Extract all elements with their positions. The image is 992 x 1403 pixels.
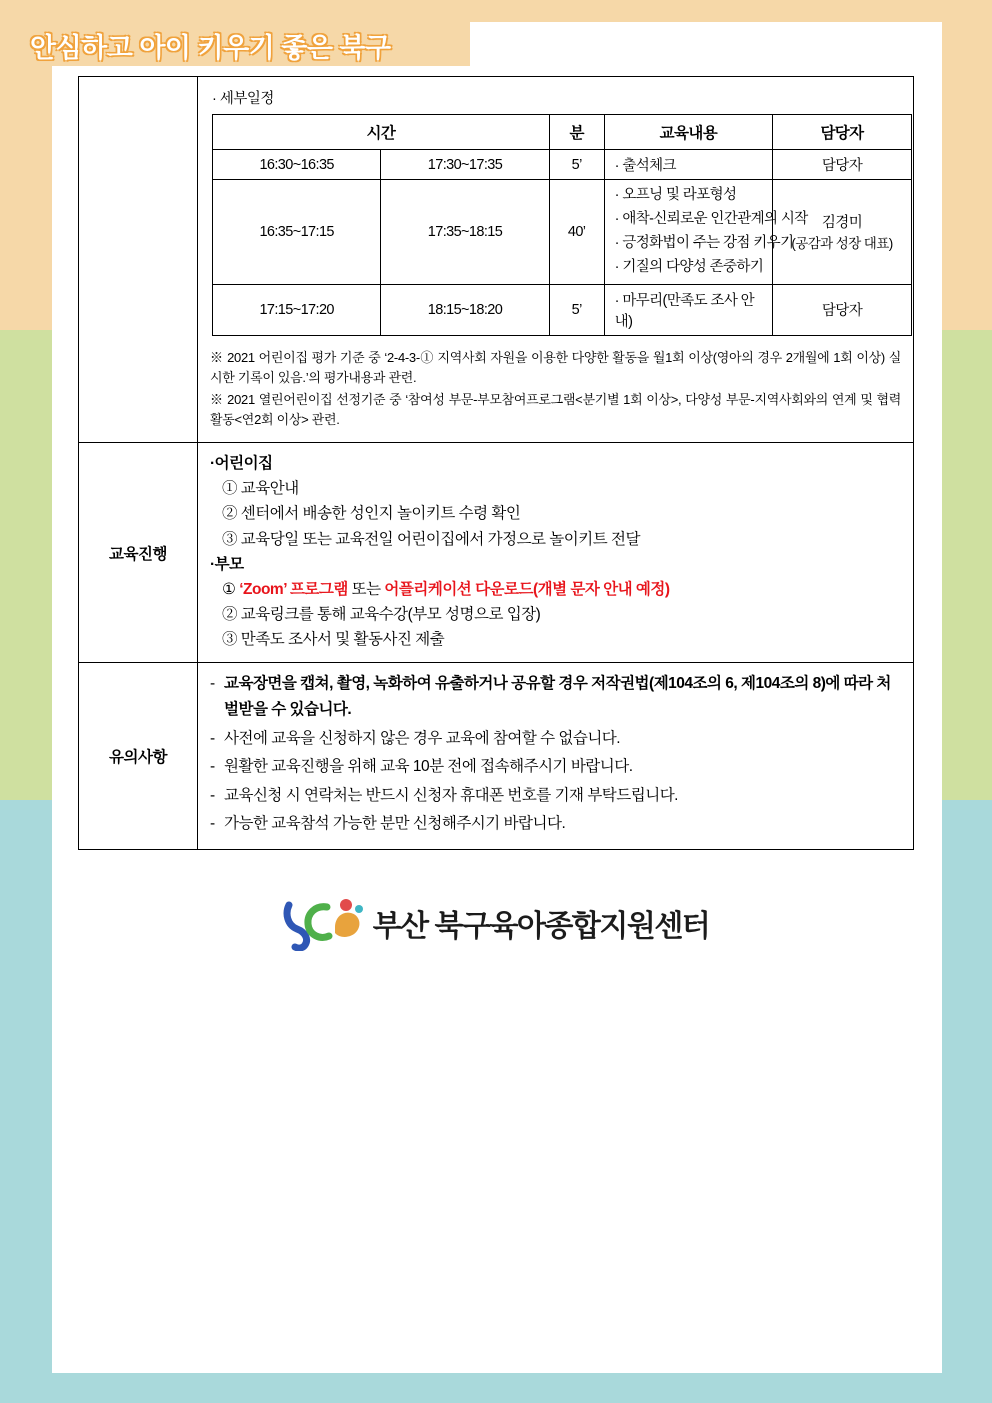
cell-time-a: 16:35~17:15 <box>213 180 381 285</box>
cell-content: · 출석체크 <box>604 150 772 180</box>
document-table <box>78 76 914 850</box>
table-row <box>79 77 914 443</box>
item-conjunction: 또는 <box>347 580 385 598</box>
cell-person: 담당자 <box>773 150 912 180</box>
bullet-dash: - <box>210 786 215 804</box>
row-label-caution: 유의사항 <box>79 663 198 850</box>
main-content <box>78 76 914 850</box>
table-row <box>213 180 912 285</box>
organization-name: 부산 북구육아종합지원센터 <box>372 910 710 943</box>
process-item: ② 센터에서 배송한 성인지 놀이키트 수령 확인 <box>222 505 521 523</box>
table-row <box>79 443 914 663</box>
caution-item <box>208 783 903 809</box>
cell-minutes: 40’ <box>549 180 604 285</box>
process-group-daycare: ·어린이집 <box>210 455 273 473</box>
table-row <box>213 150 912 180</box>
col-header-time: 시간 <box>213 115 550 150</box>
band-right-bottom <box>942 800 992 1403</box>
col-header-content: 교육내용 <box>604 115 772 150</box>
process-item: ① 교육안내 <box>222 480 299 498</box>
content-line: · 애착-신뢰로운 인간관계의 시작 <box>614 210 808 227</box>
band-right-mid <box>942 330 992 800</box>
row-label-process: 교육진행 <box>79 443 198 663</box>
process-item-zoom <box>208 577 903 602</box>
schedule-header-row <box>213 115 912 150</box>
caution-item <box>208 811 903 837</box>
center-logo-icon <box>283 895 369 951</box>
process-item: ② 교육링크를 통해 교육수강(부모 성명으로 입장) <box>222 605 541 623</box>
table-row <box>79 663 914 850</box>
app-download-text: 어플리케이션 다운로드(개별 문자 안내 예정) <box>384 580 670 598</box>
content-line: · 긍정화법이 주는 강점 키우기 <box>614 234 794 251</box>
caution-text: 교육장면을 캡쳐, 촬영, 녹화하여 유출하거나 공유할 경우 저작권법(제104조의 6, 제104조의 8)에 따라 처벌받을 수 있습니다. <box>224 675 891 719</box>
caution-item <box>208 726 903 752</box>
caution-text: 교육신청 시 연락처는 반드시 신청자 휴대폰 번호를 기재 부탁드립니다. <box>224 786 678 804</box>
item-marker: ① <box>222 580 240 598</box>
cell-content: · 마무리(만족도 조사 안내) <box>604 284 772 335</box>
band-right-top <box>942 0 992 330</box>
caution-text: 가능한 교육참석 가능한 분만 신청해주시기 바랍니다. <box>224 814 566 832</box>
note-item: ※ 2021 어린이집 평가 기준 중 ‘2-4-3-① 지역사회 자원을 이용한 다양한 활동을 월1회 이상(영아의 경우 2개월에 1회 이상) 실시한 기록이 있음.’의 평가내용과 관련. <box>210 349 901 385</box>
bullet-dash: - <box>210 675 215 693</box>
bullet-dash: - <box>210 814 215 832</box>
bullet-dash: - <box>210 729 215 747</box>
col-header-person: 담당자 <box>773 115 912 150</box>
band-left-bottom <box>0 800 52 1403</box>
page-title: 안심하고 아이 키우기 좋은 북구 <box>30 33 391 63</box>
process-cell <box>198 443 914 663</box>
content-line: · 오프닝 및 라포형성 <box>614 187 737 203</box>
cell-time-a: 16:30~16:35 <box>213 150 381 180</box>
cell-time-b: 18:15~18:20 <box>381 284 549 335</box>
cell-time-b: 17:35~18:15 <box>381 180 549 285</box>
band-bottom <box>0 1373 992 1403</box>
cell-time-b: 17:30~17:35 <box>381 150 549 180</box>
person-name: 김경미 <box>821 215 863 232</box>
process-list <box>208 451 903 652</box>
caution-item <box>208 671 903 724</box>
process-group-parent: ·부모 <box>210 555 244 573</box>
caution-list <box>208 671 903 837</box>
note-item: ※ 2021 열린어린이집 선정기준 중 ‘참여성 부문-부모참여프로그램<분기별 1회 이상>, 다양성 부문-지역사회와의 연계 및 협력활동<연2회 이상> 관련. <box>210 391 901 428</box>
footer-logo-block <box>78 895 914 951</box>
schedule-cell <box>198 77 914 443</box>
caution-item <box>208 754 903 780</box>
schedule-notes <box>210 348 901 431</box>
table-row <box>213 284 912 335</box>
cell-content <box>604 180 808 285</box>
cell-time-a: 17:15~17:20 <box>213 284 381 335</box>
cell-minutes: 5’ <box>549 284 604 335</box>
schedule-section-label: · 세부일정 <box>212 91 274 107</box>
content-line: · 기질의 다양성 존중하기 <box>614 258 764 275</box>
cell-person: 담당자 <box>773 284 912 335</box>
caution-cell <box>198 663 914 850</box>
person-affiliation: (공감과 성장 대표) <box>791 236 893 252</box>
zoom-program-text: ‘Zoom’ 프로그램 <box>239 580 348 598</box>
col-header-minutes: 분 <box>549 115 604 150</box>
bullet-dash: - <box>210 758 215 776</box>
band-left-mid <box>0 330 52 800</box>
process-item: ③ 만족도 조사서 및 활동사진 제출 <box>222 631 445 649</box>
row-label-empty <box>79 77 198 443</box>
cell-minutes: 5’ <box>549 150 604 180</box>
schedule-table <box>212 114 912 336</box>
caution-text: 원활한 교육진행을 위해 교육 10분 전에 접속해주시기 바랍니다. <box>224 758 633 776</box>
cell-person <box>773 180 912 285</box>
caution-text: 사전에 교육을 신청하지 않은 경우 교육에 참여할 수 없습니다. <box>224 729 621 747</box>
process-item: ③ 교육당일 또는 교육전일 어린이집에서 가정으로 놀이키트 전달 <box>222 530 640 548</box>
